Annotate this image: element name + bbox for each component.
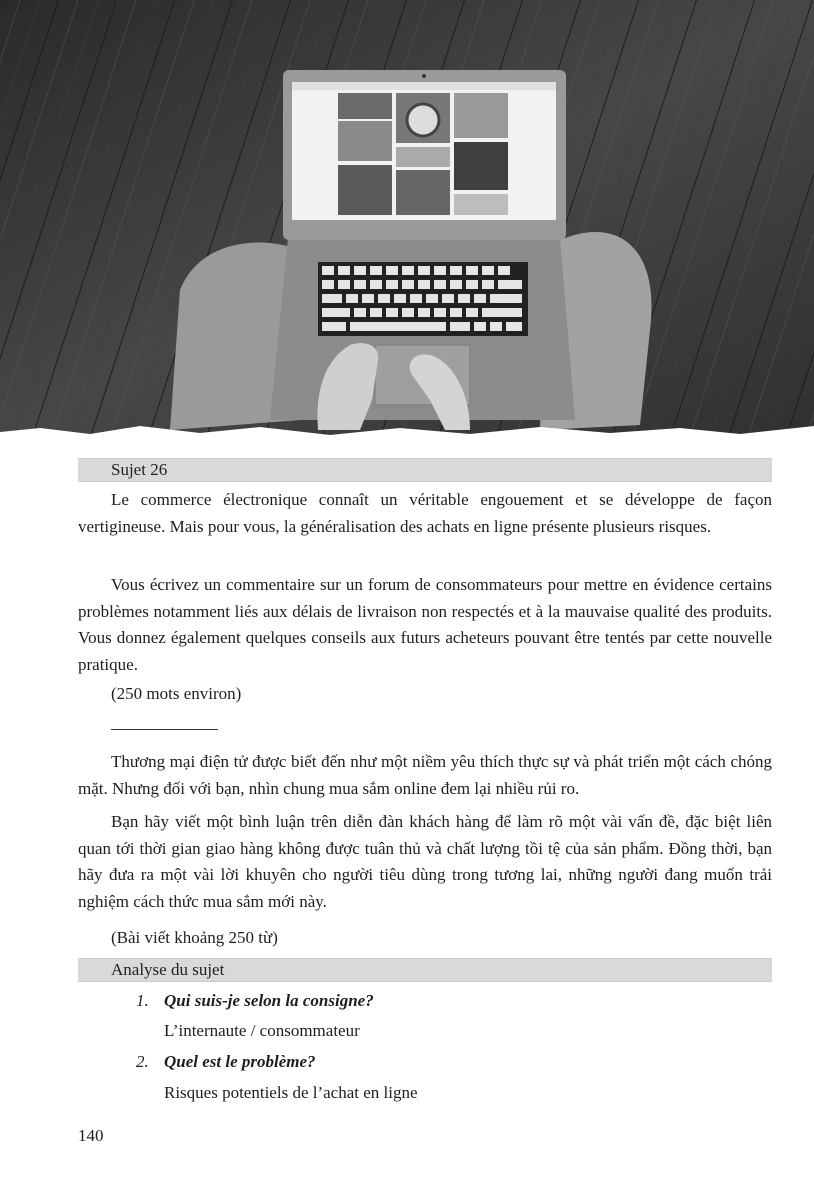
french-paragraph-1: Le commerce électronique connaît un véritable engouement et se développe de façon vertigineuse. Mais pour vous, la généralisation des achats en ligne présente plusieurs risques. — [78, 490, 772, 536]
analyse-heading: Analyse du sujet — [111, 960, 225, 979]
vietnamese-word-count-note: (Bài viết khoảng 250 từ) — [111, 928, 278, 947]
question-text: Quel est le problème? — [164, 1052, 316, 1071]
laptop-photo-icon — [0, 0, 814, 440]
french-word-count-note: (250 mots environ) — [111, 684, 242, 703]
sujet-heading-bar — [78, 458, 772, 482]
page-number: 140 — [78, 1126, 104, 1145]
answer-text: L’internaute / consommateur — [164, 1021, 360, 1040]
french-paragraph-2: Vous écrivez un commentaire sur un forum de consommateurs pour mettre en évidence certains problèmes notamment liés aux délais de livraison non respectés et à la mauvaise qualité des produits. Vous donnez également quelques conseils aux futurs acheteurs pouvant être tentés par cette nouvelle pratique. — [78, 575, 772, 675]
sujet-heading: Sujet 26 — [111, 460, 168, 479]
separator-rule — [111, 729, 218, 730]
question-number: 1. — [136, 991, 149, 1010]
question-number: 2. — [136, 1052, 149, 1071]
question-text: Qui suis-je selon la consigne? — [164, 991, 374, 1010]
laptop-photo — [0, 0, 814, 440]
vietnamese-paragraph-2: Bạn hãy viết một bình luận trên diễn đàn khách hàng để làm rõ một vài vấn đề, đặc biệt liên quan tới thời gian giao hàng không được tuân thủ và chất lượng tồi tệ của sản phẩm. Đồng thời, bạn hãy đưa ra một vài lời khuyên cho người tiêu dùng trong tương lai, những người đang muốn trải nghiệm cách thức mua sắm mới này. — [78, 812, 772, 912]
vietnamese-paragraph-1: Thương mại điện tử được biết đến như một niềm yêu thích thực sự và phát triển một cách chóng mặt. Nhưng đối với bạn, nhìn chung mua sắm online đem lại nhiều rủi ro. — [78, 752, 772, 798]
analyse-heading-bar — [78, 958, 772, 982]
answer-text: Risques potentiels de l’achat en ligne — [164, 1083, 418, 1102]
